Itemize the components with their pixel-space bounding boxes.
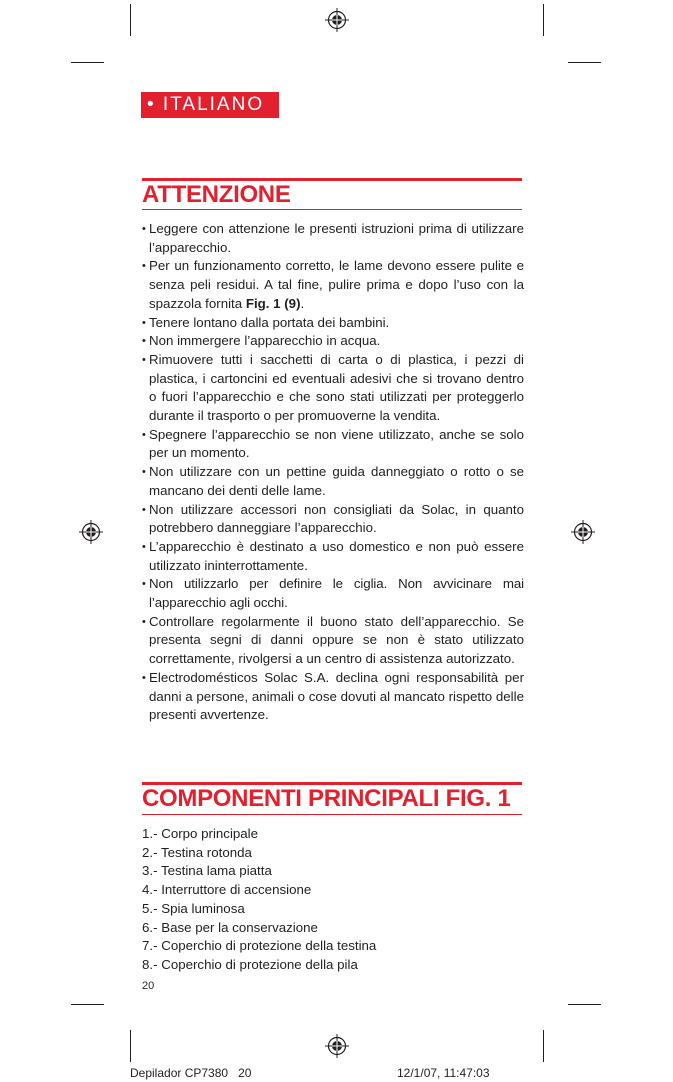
list-item: • Leggere con attenzione le presenti istruzioni prima di utilizzare l’apparecchio. — [142, 220, 524, 257]
footer-timestamp: 12/1/07, 11:47:03 — [397, 1066, 490, 1080]
list-item: • Spegnere l’apparecchio se non viene utilizzato, anche se solo per un momento. — [142, 426, 524, 463]
crop-mark — [568, 62, 601, 63]
list-item: • Per un funzionamento corretto, le lame devono essere pulite e senza peli residui. A tal fine, pulire prima e dopo l’uso con la spazzola fornita Fig. 1 (9). — [142, 257, 524, 313]
crop-mark — [543, 4, 544, 36]
list-item: 3.- Testina lama piatta — [142, 863, 272, 879]
crop-mark — [543, 1030, 544, 1062]
list-item: • Electrodomésticos Solac S.A. declina ogni responsabilità per danni a persone, animali o cose dovuti al mancato rispetto delle presenti avvertenze. — [142, 669, 524, 725]
list-item: • Non utilizzarlo per definire le ciglia. Non avvicinare mai l’apparecchio agli occhi. — [142, 575, 524, 612]
language-tag: • ITALIANO — [141, 92, 279, 118]
list-item: 8.- Coperchio di protezione della pila — [142, 956, 358, 972]
list-item: • Rimuovere tutti i sacchetti di carta o di plastica, i pezzi di plastica, i cartoncini ed eventuali adesivi che si trovano dentro o fuori l’apparecchio e che sono stati utilizzati per proteggerlo durante il trasporto o per promuoverne la vendita. — [142, 351, 524, 426]
list-item: 7.- Coperchio di protezione della testina — [142, 938, 377, 954]
page-number: 20 — [142, 980, 155, 992]
list-item: 4.- Interruttore di accensione — [142, 882, 312, 898]
list-item: • Non utilizzare accessori non consigliati da Solac, in quanto potrebbero danneggiare l’apparecchio. — [142, 501, 524, 538]
registration-mark-icon — [325, 1034, 349, 1058]
list-item: • Tenere lontano dalla portata dei bambini. — [142, 314, 524, 333]
crop-mark — [71, 1004, 104, 1005]
list-item: 5.- Spia luminosa — [142, 900, 245, 916]
section-rule-bottom — [142, 814, 522, 815]
crop-mark — [568, 1004, 601, 1005]
list-item: • Non utilizzare con un pettine guida danneggiato o rotto o se mancano dei denti delle lame. — [142, 463, 524, 500]
warning-list — [142, 220, 524, 725]
registration-mark-icon — [79, 520, 103, 544]
components-heading: COMPONENTI PRINCIPALI FIG. 1 — [142, 785, 511, 812]
warning-heading: ATTENZIONE — [142, 181, 291, 208]
list-item: • L’apparecchio è destinato a uso domestico e non può essere utilizzato ininterrottamente. — [142, 538, 524, 575]
list-item: 2.- Testina rotonda — [142, 844, 252, 860]
list-item: • Controllare regolarmente il buono stato dell’apparecchio. Se presenta segni di danni oppure se non è stato utilizzato correttamente, rivolgersi a un centro di assistenza autorizzato. — [142, 613, 524, 669]
list-item: 6.- Base per la conservazione — [142, 919, 318, 935]
components-list — [142, 825, 376, 975]
section-rule-bottom — [142, 209, 522, 210]
registration-mark-icon — [325, 8, 349, 32]
footer-file-label: Depilador CP7380 20 — [130, 1066, 252, 1080]
crop-mark — [130, 1030, 131, 1062]
crop-mark — [130, 4, 131, 36]
registration-mark-icon — [571, 520, 595, 544]
list-item: • Non immergere l’apparecchio in acqua. — [142, 332, 524, 351]
figure-reference: Fig. 1 (9) — [245, 295, 301, 311]
crop-mark — [71, 62, 104, 63]
list-item: 1.- Corpo principale — [142, 826, 259, 841]
